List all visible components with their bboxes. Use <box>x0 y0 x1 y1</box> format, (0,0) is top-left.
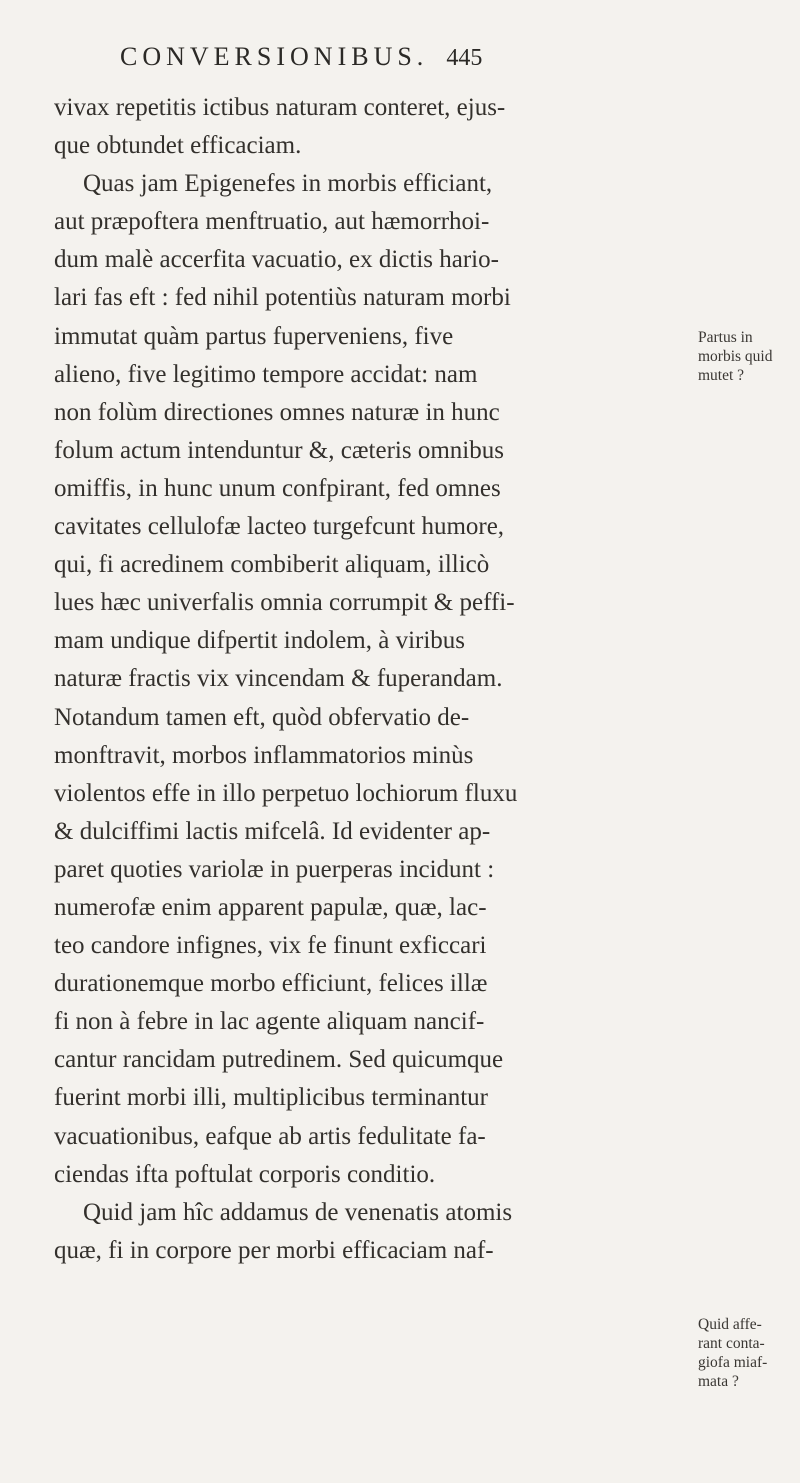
text-line: Quas jam Epigenefes in morbis efficiant, <box>83 170 493 198</box>
text-line: Notandum tamen eft, quòd obfervatio de- <box>54 703 470 731</box>
text-line: non folùm directiones omnes naturæ in hunc <box>54 398 500 426</box>
text-line: lari fas eft : fed nihil potentiùs naturam morbi <box>54 284 511 312</box>
text-line: alieno, five legitimo tempore accidat: nam <box>54 360 478 388</box>
margin-note-line: Partus in <box>698 329 753 346</box>
page-number: 445 <box>446 45 483 71</box>
text-line: omiffis, in hunc unum confpirant, fed omnes <box>54 474 501 502</box>
text-line: paret quoties variolæ in puerperas incidunt : <box>54 855 495 883</box>
text-line: fi non à febre in lac agente aliquam nancif- <box>54 1008 485 1036</box>
text-line: teo candore infignes, vix fe finunt exficcari <box>54 932 487 960</box>
text-line: vacuationibus, eafque ab artis fedulitate fa- <box>54 1122 486 1150</box>
text-line: qui, fi acredinem combiberit aliquam, illicò <box>54 551 490 579</box>
text-line: aut præpoftera menftruatio, aut hæmorrhoi- <box>54 208 490 236</box>
text-line: & dulciffimi lactis mifcelâ. Id evidenter ap- <box>54 817 491 845</box>
margin-note-line: giofa miaf- <box>698 1354 768 1371</box>
text-line: vivax repetitis ictibus naturam conteret, ejus- <box>54 94 506 121</box>
text-line: cavitates cellulofæ lacteo turgefcunt humore, <box>54 513 505 541</box>
text-line: Quid jam hîc addamus de venenatis atomis <box>83 1198 513 1226</box>
text-line: violentos effe in illo perpetuo lochiorum fluxu <box>54 779 518 807</box>
margin-note-partus <box>698 328 798 385</box>
margin-note-line: mata ? <box>698 1373 739 1390</box>
text-line: folum actum intenduntur &, cæteris omnibus <box>54 436 504 464</box>
text-line: fuerint morbi illi, multiplicibus terminantur <box>54 1084 488 1112</box>
text-line: lues hæc univerfalis omnia corrumpit & peffi- <box>54 589 515 617</box>
page-header <box>120 42 640 72</box>
main-text <box>54 89 654 1270</box>
margin-note-line: mutet ? <box>698 367 745 384</box>
text-line: ciendas ifta poftulat corporis conditio. <box>54 1160 436 1188</box>
running-head: CONVERSIONIBUS. <box>120 42 429 71</box>
margin-note-contagiosa <box>698 1315 798 1391</box>
text-line: cantur rancidam putredinem. Sed quicumque <box>54 1046 504 1074</box>
text-line: immutat quàm partus fuperveniens, five <box>54 322 454 350</box>
text-line: mam undique difpertit indolem, à viribus <box>54 627 466 655</box>
text-line: naturæ fractis vix vincendam & fuperandam. <box>54 665 503 693</box>
margin-note-line: rant conta- <box>698 1335 765 1352</box>
text-line: quæ, fi in corpore per morbi efficaciam naf- <box>54 1236 494 1264</box>
text-line: que obtundet efficaciam. <box>54 132 302 160</box>
text-line: dum malè accerfita vacuatio, ex dictis hario- <box>54 246 499 274</box>
text-line: numerofæ enim apparent papulæ, quæ, lac- <box>54 893 487 921</box>
text-line: durationemque morbo efficiunt, felices illæ <box>54 970 488 998</box>
margin-note-line: Quid affe- <box>698 1316 762 1333</box>
margin-note-line: morbis quid <box>698 348 773 365</box>
text-line: monftravit, morbos inflammatorios minùs <box>54 741 474 769</box>
